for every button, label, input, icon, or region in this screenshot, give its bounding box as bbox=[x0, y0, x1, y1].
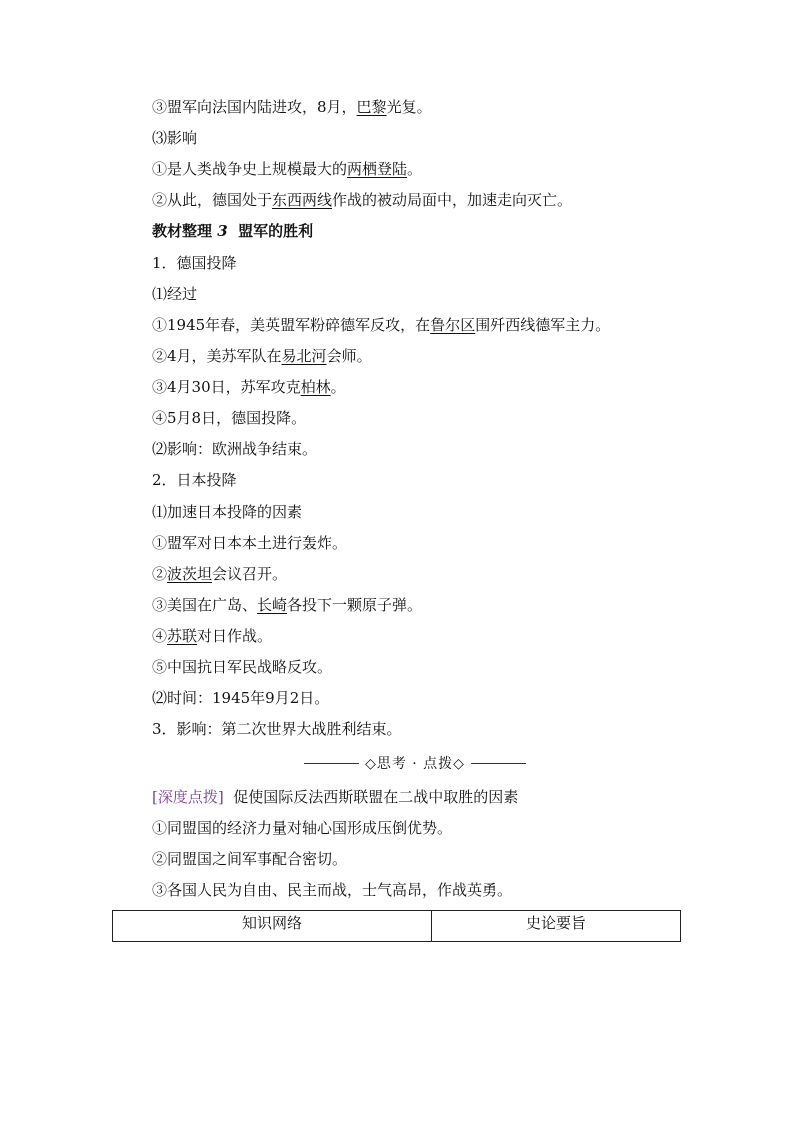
summary-table bbox=[112, 910, 681, 942]
text-line bbox=[152, 595, 422, 615]
insight-point: ①同盟国的经济力量对轴心国形成压倒优势。 bbox=[152, 819, 453, 837]
text-line: ①盟军对日本本土进行轰炸。 bbox=[152, 534, 348, 552]
underlined-term: 两栖登陆 bbox=[347, 160, 408, 178]
text-line bbox=[152, 159, 422, 179]
text-segment: ③美国在广岛、 bbox=[152, 596, 258, 614]
numbered-heading: 3．影响：第二次世界大战胜利结束。 bbox=[152, 720, 402, 738]
underlined-term: 巴黎 bbox=[356, 98, 387, 116]
underlined-term: 鲁尔区 bbox=[430, 316, 476, 334]
text-line: ④5月8日，德国投降。 bbox=[152, 409, 307, 427]
text-segment: 各投下一颗原子弹。 bbox=[287, 596, 423, 614]
underlined-term: 柏林 bbox=[300, 378, 331, 396]
text-line bbox=[152, 626, 272, 646]
text-line bbox=[152, 315, 610, 335]
underlined-term: 东西两线 bbox=[272, 191, 333, 209]
text-segment: ①1945年春，美英盟军粉碎德军反攻，在 bbox=[152, 316, 431, 334]
divider-rule bbox=[304, 763, 359, 764]
underlined-term: 波茨坦 bbox=[167, 565, 213, 583]
text-line: ⑤中国抗日军民战略反攻。 bbox=[152, 658, 333, 676]
table-header-knowledge-network: 知识网络 bbox=[113, 911, 432, 942]
text-line: ⑵时间：1945年9月2日。 bbox=[152, 689, 330, 707]
section-number: 3 bbox=[217, 222, 228, 240]
text-segment: 围歼西线德军主力。 bbox=[475, 316, 611, 334]
subheading: ⑴加速日本投降的因素 bbox=[152, 503, 303, 521]
underlined-term: 易北河 bbox=[281, 347, 327, 365]
table-header-key-points: 史论要旨 bbox=[432, 911, 681, 942]
text-line bbox=[152, 346, 372, 366]
table-row bbox=[113, 911, 681, 942]
text-segment: 会议召开。 bbox=[212, 565, 288, 583]
text-line bbox=[152, 377, 346, 397]
section-heading-title: 盟军的胜利 bbox=[238, 222, 314, 240]
text-line: ⑵影响：欧洲战争结束。 bbox=[152, 440, 318, 458]
text-segment: 。 bbox=[330, 378, 346, 396]
text-line bbox=[152, 564, 287, 584]
subheading: ⑶影响 bbox=[152, 129, 198, 147]
text-segment: ② bbox=[152, 565, 168, 583]
section-heading bbox=[152, 221, 313, 241]
insight-heading bbox=[152, 787, 518, 807]
insight-point: ③各国人民为自由、民主而战，士气高昂，作战英勇。 bbox=[152, 881, 513, 899]
underlined-term: 长崎 bbox=[257, 596, 288, 614]
text-segment: 对日作战。 bbox=[197, 627, 273, 645]
insight-point: ②同盟国之间军事配合密切。 bbox=[152, 850, 348, 868]
numbered-heading: 2．日本投降 bbox=[152, 471, 237, 489]
divider-label: ◇思考 · 点拨◇ bbox=[365, 756, 465, 772]
text-line bbox=[152, 190, 572, 210]
text-segment: ①是人类战争史上规模最大的 bbox=[152, 160, 348, 178]
text-line bbox=[152, 97, 432, 117]
text-segment: 作战的被动局面中，加速走向灭亡。 bbox=[332, 191, 573, 209]
text-segment: ④ bbox=[152, 627, 168, 645]
subheading: ⑴经过 bbox=[152, 285, 198, 303]
text-segment: ②从此，德国处于 bbox=[152, 191, 273, 209]
numbered-heading: 1．德国投降 bbox=[152, 254, 237, 272]
section-divider bbox=[304, 753, 526, 773]
text-segment: 。 bbox=[407, 160, 423, 178]
text-segment: ③4月30日，苏军攻克 bbox=[152, 378, 301, 396]
text-segment: ②4月，美苏军队在 bbox=[152, 347, 282, 365]
insight-title: 促使国际反法西斯联盟在二战中取胜的因素 bbox=[233, 788, 519, 806]
divider-rule bbox=[471, 763, 526, 764]
insight-tag: [深度点拨] bbox=[152, 788, 224, 806]
text-segment: 光复。 bbox=[386, 98, 432, 116]
underlined-term: 苏联 bbox=[167, 627, 198, 645]
text-segment: 会师。 bbox=[326, 347, 372, 365]
text-segment: ③盟军向法国内陆进攻，8月， bbox=[152, 98, 357, 116]
section-heading-label: 教材整理 bbox=[152, 222, 213, 240]
